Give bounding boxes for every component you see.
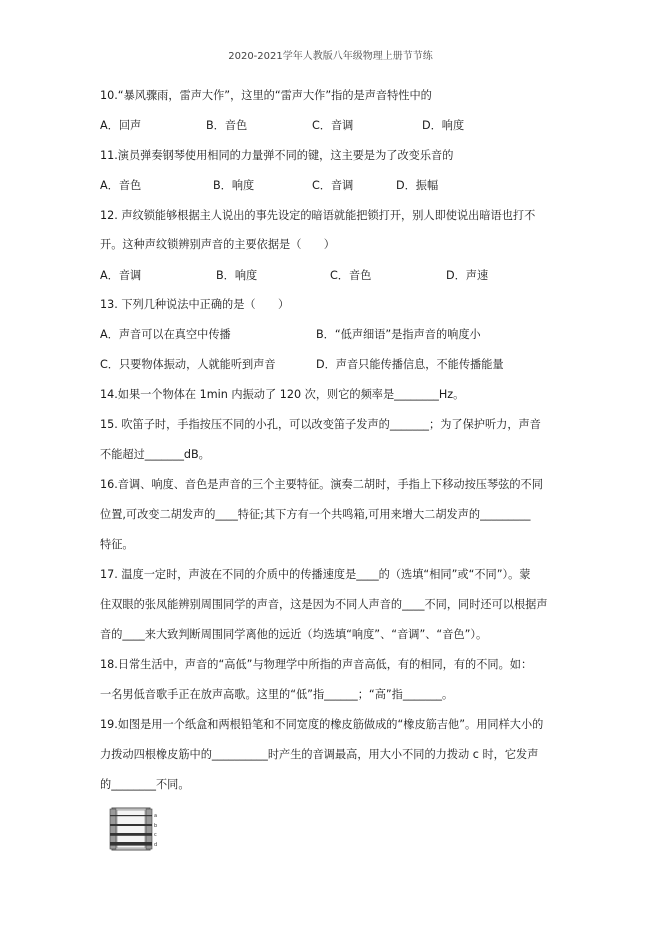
question-15-line1: 15. 吹笛子时，手指按压不同的小孔，可以改变笛子发声的_______；为了保护听力，声音 [100,418,541,431]
rubber-band-b [110,824,152,826]
q12-option-a[interactable]: A．音调 [100,269,142,282]
band-label-b: b [154,823,158,829]
rubber-band-d [110,842,152,846]
rubber-band-guitar-figure [108,807,158,851]
band-label-c: c [154,832,157,838]
question-12-stem-line1: 12. 声纹锁能够根据主人说出的事先设定的暗语就能把锁打开，别人即使说出暗语也打不 [100,209,536,222]
question-17-line1: 17. 温度一定时，声波在不同的介质中的传播速度是____的（选填“相同”或“不同”）。蒙 [100,568,531,581]
q11-option-a[interactable]: A．音色 [100,179,142,192]
q10-option-c[interactable]: C．音调 [312,119,354,132]
question-13-stem: 13. 下列几种说法中正确的是（ ） [100,298,290,311]
q10-option-a[interactable]: A．回声 [100,119,142,132]
question-17-line3: 音的____来大致判断周围同学离他的远近（均选填“响度”、“音调”、“音色”）。 [100,628,488,641]
question-19-line2: 力拨动四根橡皮筋中的__________时产生的音调最高，用大小不同的力拨动 c 时，它发声 [100,748,539,761]
q12-option-d[interactable]: D．声速 [446,269,489,282]
q12-option-c[interactable]: C．音色 [330,269,372,282]
rubber-band-c [110,833,152,836]
question-10-stem: 10.“暴风骤雨，雷声大作”，这里的“雷声大作”指的是声音特性中的 [100,89,432,102]
band-label-d: d [154,842,158,848]
question-15-line2: 不能超过_______dB。 [100,448,210,461]
rubber-band-a [110,815,152,816]
question-18-line1: 18.日常生活中，声音的“高低”与物理学中所指的声音高低，有的相同，有的不同。如： [100,658,533,671]
question-19-line3: 的________不同。 [100,778,190,791]
q13-option-c[interactable]: C．只要物体振动，人就能听到声音 [100,358,276,371]
q10-option-b[interactable]: B．音色 [206,119,248,132]
question-18-line2: 一名男低音歌手正在放声高歌。这里的“低”指______；“高”指_______。 [100,688,454,701]
q11-option-d[interactable]: D．振幅 [396,179,439,192]
q13-option-a[interactable]: A．声音可以在真空中传播 [100,328,231,341]
question-11-stem: 11.演员弹奏钢琴使用相同的力量弹不同的键，这主要是为了改变乐音的 [100,149,454,162]
question-12-stem-line2: 开。这种声纹锁辨别声音的主要依据是（ ） [100,238,335,251]
q12-option-b[interactable]: B．响度 [216,269,258,282]
q13-option-b[interactable]: B．“低声细语”是指声音的响度小 [316,328,481,341]
question-16-line2: 位置,可改变二胡发声的____特征;其下方有一个共鸣箱,可用来增大二胡发声的_________ [100,508,531,521]
q11-option-c[interactable]: C．音调 [312,179,354,192]
question-17-line2: 住双眼的张凤能辨别周围同学的声音，这是因为不同人声音的____不同，同时还可以根据声 [100,598,548,611]
question-14-line1: 14.如果一个物体在 1min 内振动了 120 次，则它的频率是________Hz。 [100,388,465,401]
q10-option-d[interactable]: D．响度 [422,119,465,132]
q11-option-b[interactable]: B．响度 [213,179,255,192]
question-16-line3: 特征。 [100,538,134,551]
page-header: 2020-2021学年人教版八年级物理上册节节练 [228,51,433,62]
question-19-line1: 19.如图是用一个纸盒和两根铅笔和不同宽度的橡皮筋做成的“橡皮筋吉他”。用同样大小的 [100,718,544,731]
q13-option-d[interactable]: D．声音只能传播信息，不能传播能量 [316,358,504,371]
question-16-line1: 16.音调、响度、音色是声音的三个主要特征。演奏二胡时，手指上下移动按压琴弦的不同 [100,478,543,491]
band-label-a: a [154,813,158,819]
